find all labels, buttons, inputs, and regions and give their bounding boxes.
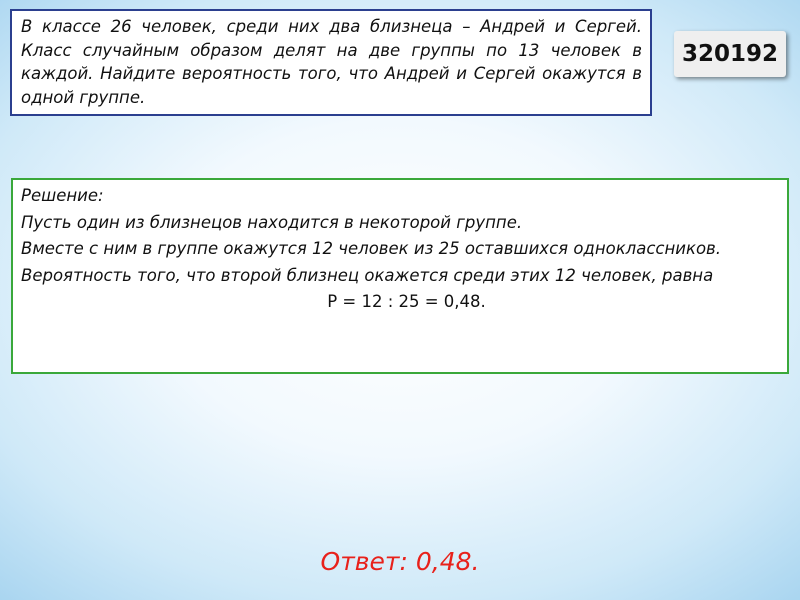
solution-line-3: Вероятность того, что второй близнец окажется среди этих 12 человек, равна [21, 265, 714, 285]
solution-line-1: Пусть один из близнецов находится в некоторой группе. [21, 212, 523, 232]
problem-text: В классе 26 человек, среди них два близнеца – Андрей и Сергей. Класс случайным образом делят на две группы по 13 человек в каждой. Найдите вероятность того, что Андрей и Сергей окажутся в одной группе. [21, 17, 642, 107]
solution-heading: Решение: [21, 186, 104, 205]
answer-text: Ответ: 0,48. [320, 547, 480, 576]
solution-box [11, 178, 789, 374]
problem-statement [10, 9, 652, 116]
problem-id-badge: 320192 [674, 31, 786, 77]
solution-line-2: Вместе с ним в группе окажутся 12 человек из 25 оставшихся одноклассников. [21, 239, 722, 258]
probability-formula: P = 12 : 25 = 0,48. [327, 292, 486, 311]
